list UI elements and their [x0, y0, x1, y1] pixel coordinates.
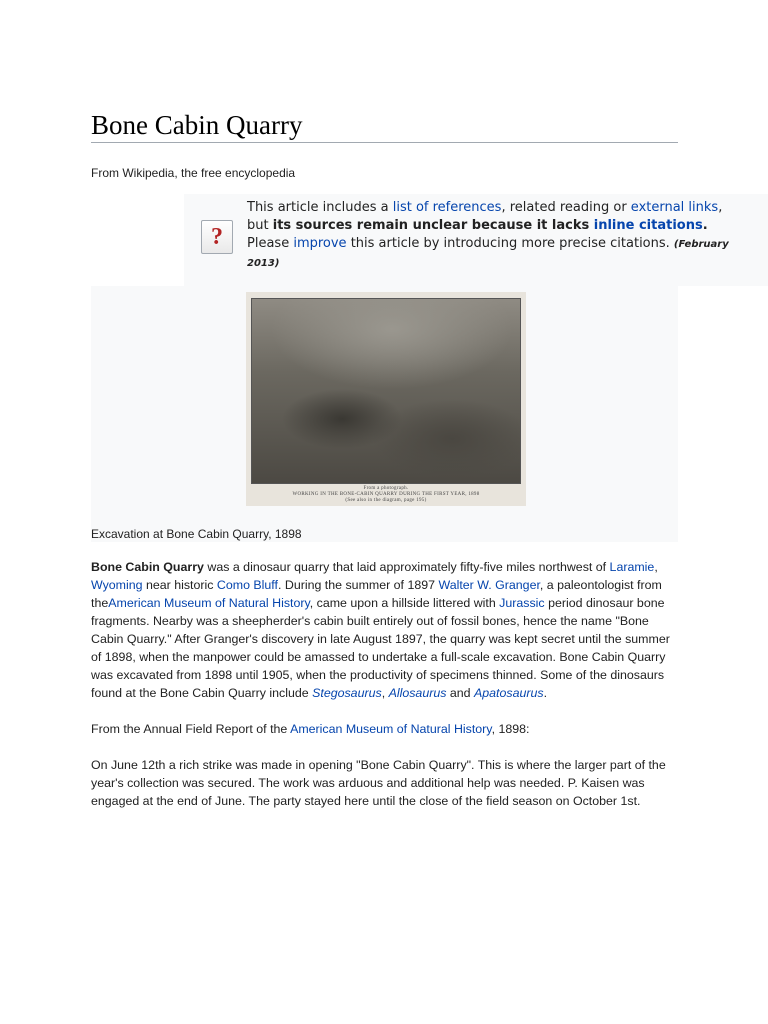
thumbnail-figure: [91, 286, 678, 542]
jurassic-link[interactable]: Jurassic: [499, 596, 545, 610]
laramie-link[interactable]: Laramie: [609, 560, 655, 574]
paragraph-report-quote: On June 12th a rich strike was made in opening "Bone Cabin Quarry". This is where the larger part of the year's collection was secured. The work was arduous and additional help was needed. P. Kaisen was engaged at the end of June. The party stayed here until the close of the field season on October 1st.: [91, 758, 666, 808]
list-of-references-link[interactable]: list of references: [392, 200, 502, 215]
notice-text: This article includes a list of references, related reading or external links, but its sources remain unclear because it lacks inline citations. Please improve this article by introducing more precise citations. (February 2013): [247, 200, 729, 269]
notice-date: (February 2013): [247, 239, 729, 269]
title-divider: [91, 142, 678, 143]
walter-granger-link[interactable]: Walter W. Granger: [438, 578, 540, 592]
improve-link[interactable]: improve: [293, 236, 347, 251]
photo-image: [251, 298, 521, 484]
inline-citations-link[interactable]: inline citations: [593, 218, 703, 233]
amnh-link[interactable]: American Museum of Natural History: [108, 596, 310, 610]
excavation-photo[interactable]: [246, 292, 526, 506]
apatosaurus-link[interactable]: Apatosaurus: [474, 686, 544, 700]
paragraph-intro: Bone Cabin Quarry was a dinosaur quarry that laid approximately fifty-five miles northwest of Laramie, Wyoming near historic Como Bluff. During the summer of 1897 Walter W. Granger, a paleontologist from theAmerican Museum of Natural History, came upon a hillside littered with Jurassic period dinosaur bone fragments. Nearby was a sheepherder's cabin built entirely out of fossil bones, hence the name "Bone Cabin Quarry." After Granger's discovery in late August 1897, the quarry was kept secret until the summer of 1898, when the manpower could be amassed to undertake a full-scale excavation. Bone Cabin Quarry was excavated from 1898 until 1905, when the productivity of specimens thinned. Some of the dinosaurs found at the Bone Cabin Quarry include Stegosaurus, Allosaurus and Apatosaurus.: [91, 560, 670, 700]
refimprove-notice: [184, 194, 768, 286]
figure-caption: Excavation at Bone Cabin Quarry, 1898: [91, 527, 302, 541]
photo-inscription: From a photograph. WORKING IN THE BONE-CABIN QUARRY DURING THE FIRST YEAR, 1898 (See also in the diagram, page 195): [292, 486, 480, 503]
question-mark-icon: ?: [201, 220, 233, 254]
amnh-link-2[interactable]: American Museum of Natural History: [290, 722, 492, 736]
external-links-link[interactable]: external links: [630, 200, 719, 215]
allosaurus-link[interactable]: Allosaurus: [388, 686, 447, 700]
wyoming-link[interactable]: Wyoming: [91, 578, 143, 592]
page-title: Bone Cabin Quarry: [91, 110, 303, 140]
site-tagline: From Wikipedia, the free encyclopedia: [91, 166, 296, 180]
article-body: [91, 558, 678, 828]
paragraph-report-intro: From the Annual Field Report of the American Museum of Natural History, 1898:: [91, 722, 530, 736]
stegosaurus-link[interactable]: Stegosaurus: [312, 686, 382, 700]
como-bluff-link[interactable]: Como Bluff: [216, 578, 278, 592]
